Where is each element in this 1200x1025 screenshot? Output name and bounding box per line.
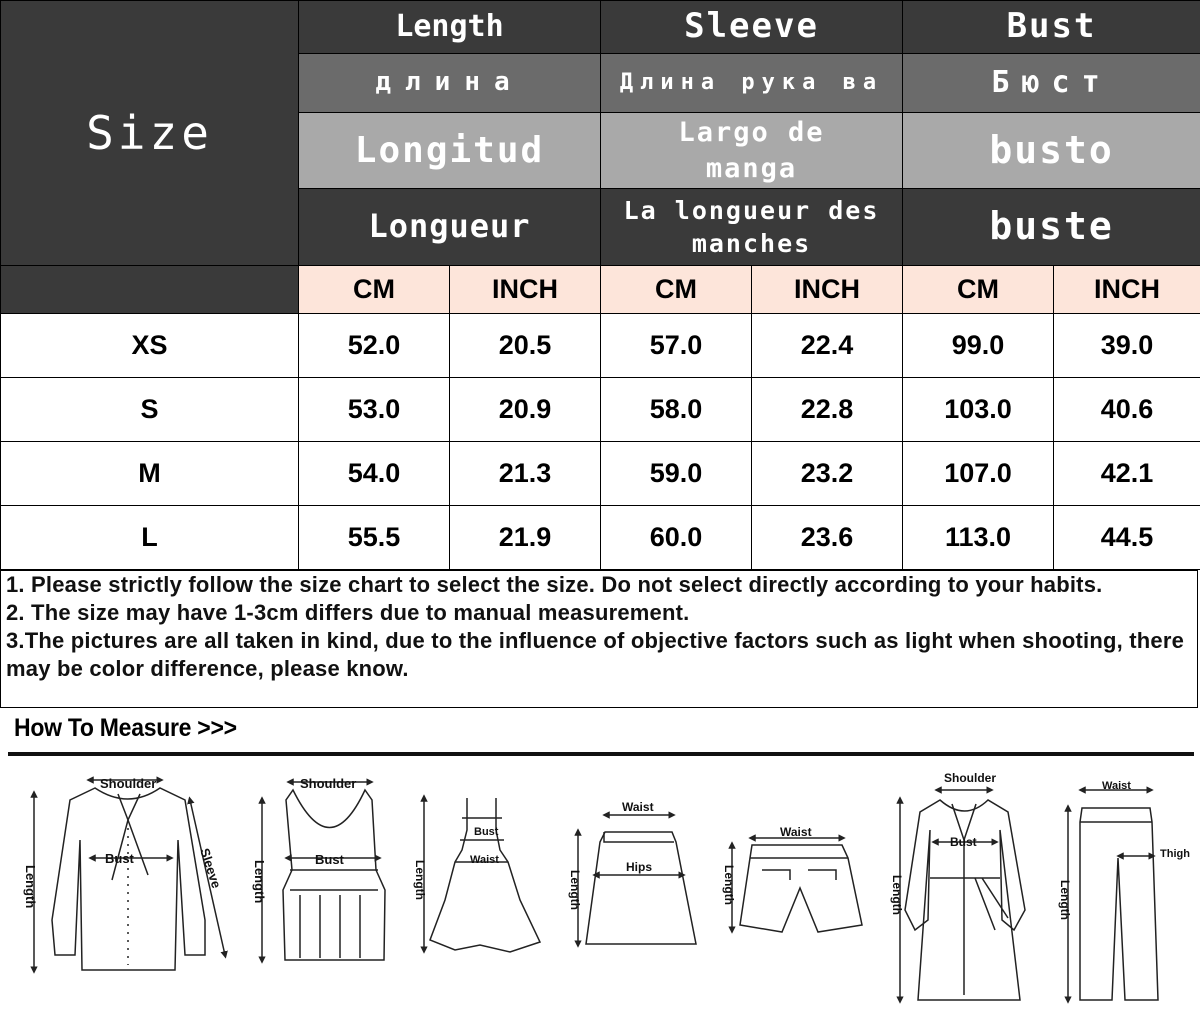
shoulder-label: Shoulder	[944, 771, 996, 785]
shoulder-label: Shoulder	[300, 776, 356, 791]
length-label: Length	[568, 870, 582, 910]
sleeve-label: Sleeve	[197, 846, 224, 890]
bust-header-ru: Бюст	[903, 54, 1200, 113]
coat-figure	[890, 771, 1025, 1000]
size-cell: M	[1, 442, 299, 506]
table-row	[1, 442, 1200, 506]
value-cell: 20.5	[450, 314, 601, 378]
size-cell: S	[1, 378, 299, 442]
bust-label: Bust	[950, 835, 977, 849]
length-label: Length	[413, 860, 427, 900]
value-cell: 21.9	[450, 506, 601, 570]
waist-label: Waist	[470, 854, 499, 866]
bust-header-es: busto	[903, 113, 1200, 189]
thigh-label: Thigh	[1160, 848, 1190, 860]
value-cell: 113.0	[903, 506, 1054, 570]
sleeve-header-es: Largo de manga	[601, 113, 903, 189]
value-cell: 107.0	[903, 442, 1054, 506]
value-cell: 40.6	[1054, 378, 1200, 442]
unit-cell: CM	[903, 266, 1054, 314]
bust-label: Bust	[315, 852, 345, 867]
value-cell: 103.0	[903, 378, 1054, 442]
size-header: Size	[1, 1, 299, 266]
note-2: 2. The size may have 1-3cm differs due to manual measurement.	[6, 599, 1197, 627]
waist-label: Waist	[780, 825, 812, 839]
value-cell: 53.0	[299, 378, 450, 442]
value-cell: 21.3	[450, 442, 601, 506]
length-label: Length	[1058, 880, 1072, 920]
waist-label: Waist	[1102, 780, 1131, 792]
sleeve-header-fr: La longueur des manches	[601, 189, 903, 266]
length-header-en: Length	[299, 1, 601, 54]
unit-cell: INCH	[1054, 266, 1200, 314]
hips-label: Hips	[626, 860, 652, 874]
unit-cell: INCH	[450, 266, 601, 314]
pants-figure	[1058, 780, 1190, 1000]
value-cell: 52.0	[299, 314, 450, 378]
value-cell: 54.0	[299, 442, 450, 506]
shorts-figure	[722, 825, 862, 932]
unit-cell: CM	[601, 266, 752, 314]
sleeve-header-ru: Длина рука ва	[601, 54, 903, 113]
length-header-es: Longitud	[299, 113, 601, 189]
bust-header-en: Bust	[903, 1, 1200, 54]
length-label: Length	[23, 865, 38, 908]
value-cell: 59.0	[601, 442, 752, 506]
size-header-cap	[1, 266, 299, 314]
table-row	[1, 314, 1200, 378]
unit-cell: INCH	[752, 266, 903, 314]
value-cell: 55.5	[299, 506, 450, 570]
length-label: Length	[252, 860, 267, 903]
value-cell: 22.8	[752, 378, 903, 442]
size-cell: L	[1, 506, 299, 570]
note-3: 3.The pictures are all taken in kind, due to the influence of objective factors such as light when shooting, there may be color difference, please know.	[6, 627, 1197, 683]
value-cell: 23.6	[752, 506, 903, 570]
bust-label: Bust	[105, 851, 135, 866]
value-cell: 23.2	[752, 442, 903, 506]
measure-figures	[0, 760, 1200, 1020]
value-cell: 57.0	[601, 314, 752, 378]
value-cell: 58.0	[601, 378, 752, 442]
value-cell: 20.9	[450, 378, 601, 442]
value-cell: 60.0	[601, 506, 752, 570]
value-cell: 39.0	[1054, 314, 1200, 378]
table-row	[1, 378, 1200, 442]
size-notes	[0, 570, 1198, 708]
blouse-figure	[23, 776, 225, 970]
waist-label: Waist	[622, 800, 654, 814]
value-cell: 22.4	[752, 314, 903, 378]
how-to-measure-title: How To Measure >>>	[14, 714, 237, 743]
value-cell: 99.0	[903, 314, 1054, 378]
length-label: Length	[890, 875, 904, 915]
unit-cell: CM	[299, 266, 450, 314]
bust-header-fr: buste	[903, 189, 1200, 266]
shoulder-label: Shoulder	[100, 776, 156, 791]
value-cell: 44.5	[1054, 506, 1200, 570]
length-label: Length	[722, 865, 736, 905]
length-header-ru: длина	[299, 54, 601, 113]
note-1: 1. Please strictly follow the size chart to select the size. Do not select directly according to your habits.	[6, 571, 1197, 599]
skirt-figure	[568, 800, 696, 944]
sleeve-header-en: Sleeve	[601, 1, 903, 54]
size-cell: XS	[1, 314, 299, 378]
value-cell: 42.1	[1054, 442, 1200, 506]
table-row	[1, 506, 1200, 570]
length-header-fr: Longueur	[299, 189, 601, 266]
divider	[8, 752, 1194, 756]
dress-figure	[413, 798, 540, 952]
vest-figure	[252, 776, 385, 960]
bust-label: Bust	[474, 826, 499, 838]
